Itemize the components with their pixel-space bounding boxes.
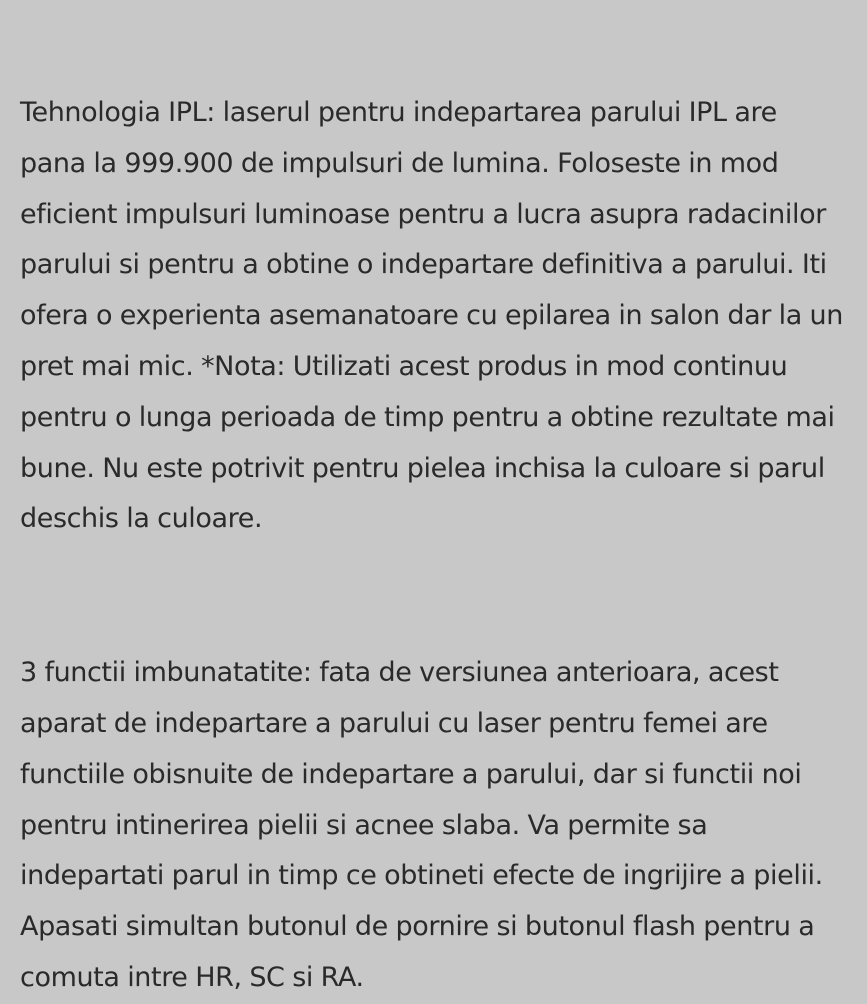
document-body: [20, 88, 850, 1004]
paragraph-improved-functions: 3 functii imbunatatite: fata de versiunea anterioara, acest aparat de indepartare a parului cu laser pentru femei are functiile obisnuite de indepartare a parului, dar si functii noi pentru intinerirea pielii si acnee slaba. Va permite sa indepartati parul in timp ce obtineti efecte de ingrijire a pielii. Apasati simultan butonul de pornire si butonul flash pentru a comuta intre HR, SC si RA.: [20, 657, 823, 993]
paragraph-ipl-technology: Tehnologia IPL: laserul pentru indepartarea parului IPL are pana la 999.900 de impulsuri de lumina. Foloseste in mod eficient impulsuri luminoase pentru a lucra asupra radacinilor parului si pentru a obtine o indepartare definitiva a parului. Iti ofera o experienta asemanatoare cu epilarea in salon dar la un pret mai mic. *Nota: Utilizati acest produs in mod continuu pentru o lunga perioada de timp pentru a obtine rezultate mai bune. Nu este potrivit pentru pielea inchisa la culoare si parul deschis la culoare.: [20, 97, 843, 535]
